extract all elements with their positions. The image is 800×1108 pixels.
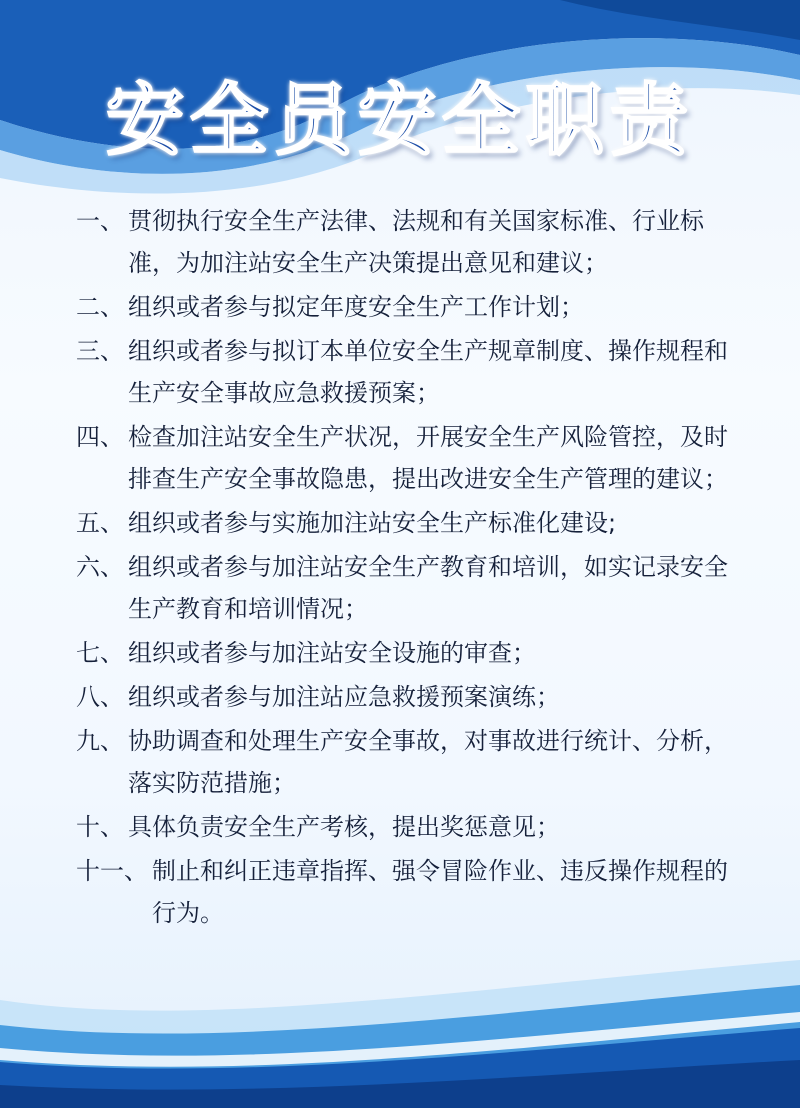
duty-text: 贯彻执行安全生产法律、法规和有关国家标准、行业标准，为加注站安全生产决策提出意见和建议； <box>128 207 704 277</box>
duty-text: 组织或者参与加注站应急救援预案演练； <box>128 683 560 711</box>
duty-number: 十、 <box>76 813 124 841</box>
duty-text: 制止和纠正违章指挥、强令冒险作业、违反操作规程的行为。 <box>152 857 728 927</box>
duty-number: 九、 <box>76 727 124 755</box>
duty-text: 组织或者参与加注站安全设施的审查； <box>128 639 536 667</box>
duty-number: 二、 <box>76 293 124 321</box>
duty-text: 协助调查和处理生产安全事故，对事故进行统计、分析，落实防范措施； <box>128 727 728 797</box>
poster-title: 安全员安全职责 <box>105 76 694 166</box>
duty-text: 具体负责安全生产考核，提出奖惩意见； <box>128 813 560 841</box>
duty-item <box>76 330 736 414</box>
duty-number: 七、 <box>76 639 124 667</box>
duty-number: 三、 <box>76 337 124 365</box>
duty-text: 检查加注站安全生产状况，开展安全生产风险管控，及时排查生产安全事故隐患，提出改进安全生产管理的建议； <box>128 423 728 493</box>
duty-item <box>76 416 736 500</box>
duty-text: 组织或者参与拟定年度安全生产工作计划； <box>128 293 584 321</box>
duty-number: 十一、 <box>76 857 148 885</box>
duty-list <box>76 200 736 936</box>
duty-item <box>76 286 736 328</box>
duty-number: 五、 <box>76 509 124 537</box>
duty-number: 四、 <box>76 423 124 451</box>
duty-text: 组织或者参与加注站安全生产教育和培训，如实记录安全生产教育和培训情况； <box>128 553 728 623</box>
duty-item <box>76 502 736 544</box>
duty-item <box>76 850 736 934</box>
duty-item <box>76 676 736 718</box>
duty-item <box>76 200 736 284</box>
duty-item <box>76 806 736 848</box>
duty-text: 组织或者参与拟订本单位安全生产规章制度、操作规程和生产安全事故应急救援预案； <box>128 337 728 407</box>
duty-number: 一、 <box>76 207 124 235</box>
duty-number: 六、 <box>76 553 124 581</box>
duty-item <box>76 632 736 674</box>
duty-text: 组织或者参与实施加注站安全生产标准化建设; <box>128 509 617 537</box>
duty-item <box>76 546 736 630</box>
duty-item <box>76 720 736 804</box>
duty-number: 八、 <box>76 683 124 711</box>
